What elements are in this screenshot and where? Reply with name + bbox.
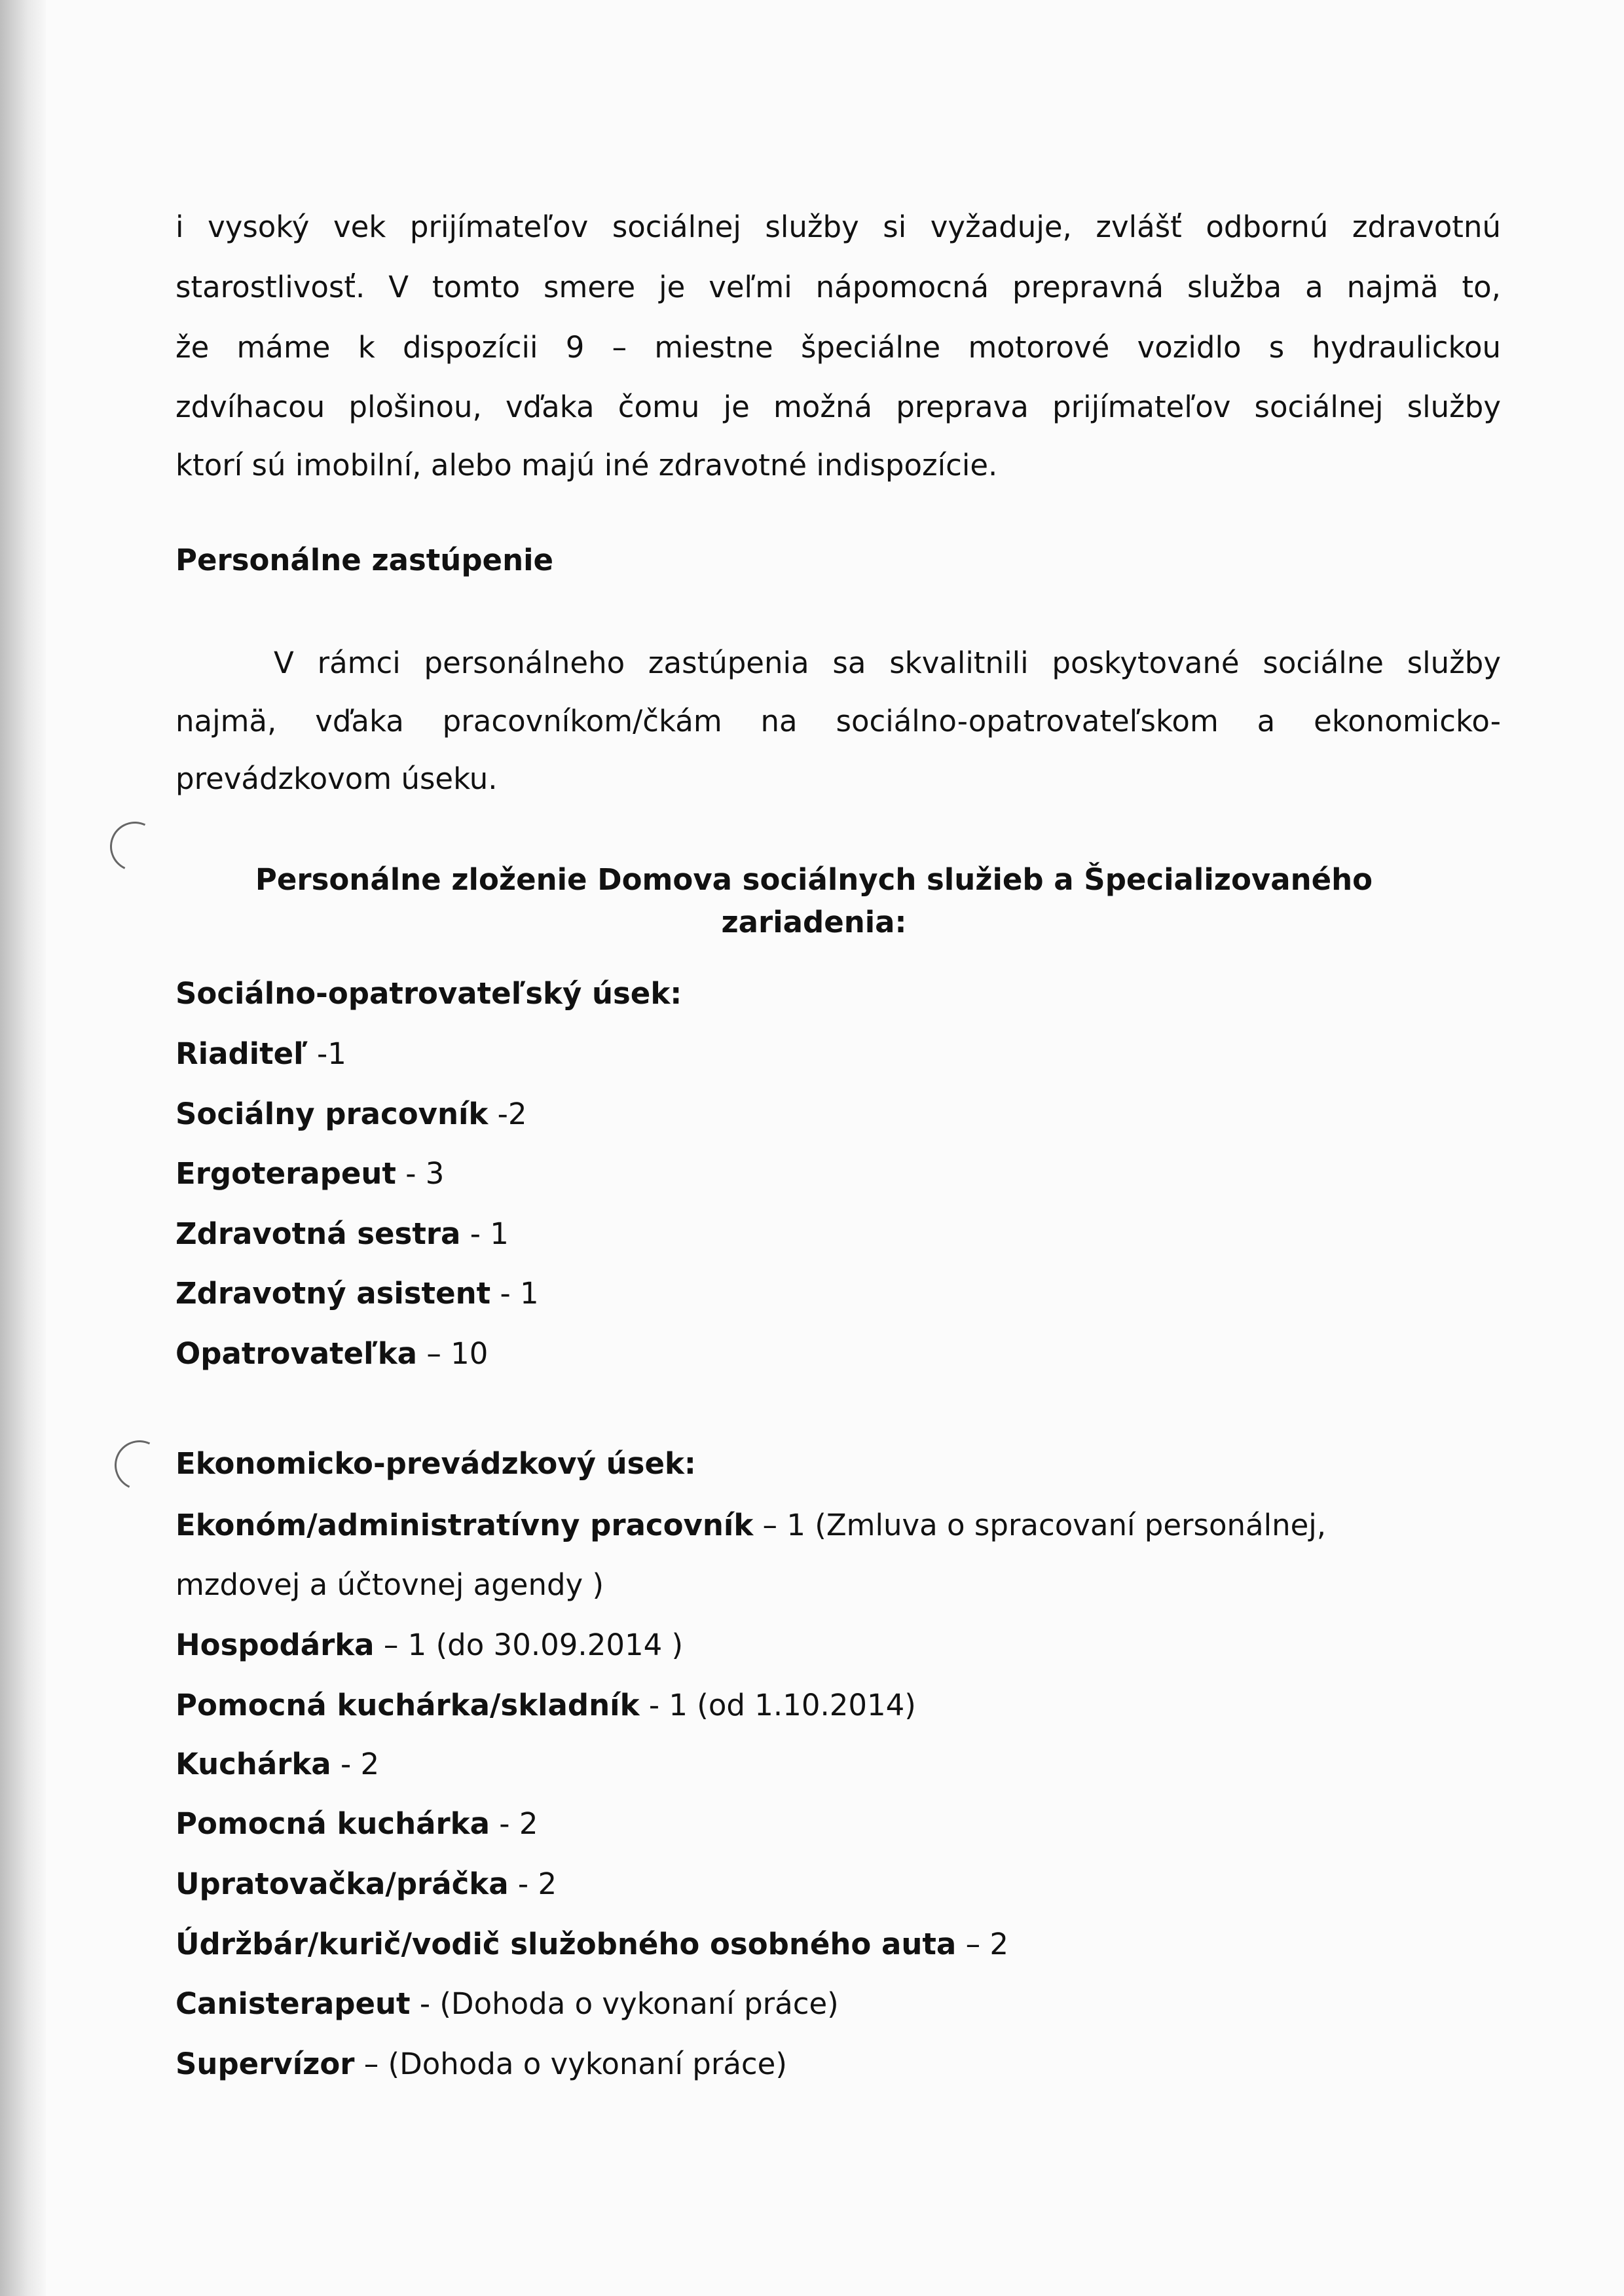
staff-item xyxy=(175,1626,683,1665)
staff-count: – 1 (do 30.09.2014 ) xyxy=(374,1628,684,1662)
punch-hole-mark xyxy=(103,814,166,878)
staff-item xyxy=(175,1214,509,1254)
staff-count: – 2 xyxy=(956,1927,1009,1961)
section-title: Sociálno-opatrovateľský úsek: xyxy=(175,976,682,1011)
staff-item xyxy=(175,1745,379,1784)
staff-role: Pomocná kuchárka xyxy=(175,1806,490,1841)
staff-item xyxy=(175,1804,538,1844)
staff-heading: zariadenia: xyxy=(721,905,907,939)
staff-item xyxy=(175,1925,1008,1964)
staff-item xyxy=(175,1984,839,2024)
staff-role: Ergoterapeut xyxy=(175,1156,396,1191)
staff-count: – 1 (Zmluva o spracovaní personálnej, xyxy=(753,1508,1327,1542)
paragraph-line: najmä, vďaka pracovníkom/čkám na sociálno-opatrovateľskom a ekonomicko- xyxy=(175,704,1501,738)
staff-item xyxy=(175,1095,527,1134)
staff-role: Kuchárka xyxy=(175,1747,331,1781)
staff-role: Supervízor xyxy=(175,2047,355,2081)
staff-count: -1 xyxy=(307,1036,346,1071)
staff-count: - 1 xyxy=(490,1276,539,1311)
staff-role: Ekonóm/administratívny pracovník xyxy=(175,1508,754,1542)
punch-hole-mark xyxy=(107,1433,171,1497)
staff-count: - 2 xyxy=(489,1806,538,1841)
staff-item xyxy=(175,1865,557,1904)
staff-count: - 2 xyxy=(331,1747,380,1781)
staff-role: Upratovačka/práčka xyxy=(175,1867,509,1901)
staff-role: Opatrovateľka xyxy=(175,1336,418,1371)
staff-item xyxy=(175,1274,539,1313)
paragraph-line: prevádzkovom úseku. xyxy=(175,761,498,796)
staff-item xyxy=(175,1034,346,1074)
staff-role: Hospodárka xyxy=(175,1628,375,1662)
staff-count: -2 xyxy=(488,1097,527,1131)
staff-count: - 3 xyxy=(396,1156,445,1191)
section-title: Ekonomicko-prevádzkový úsek: xyxy=(175,1446,696,1481)
staff-role: Zdravotná sestra xyxy=(175,1216,461,1251)
staff-item xyxy=(175,1506,1326,1545)
staff-count: – (Dohoda o vykonaní práce) xyxy=(354,2047,787,2081)
staff-item xyxy=(175,1154,444,1194)
paragraph-line: že máme k dispozícii 9 – miestne špeciálne motorové vozidlo s hydraulickou xyxy=(175,330,1501,365)
staff-count: - 1 (od 1.10.2014) xyxy=(639,1688,916,1722)
staff-count: - (Dohoda o vykonaní práce) xyxy=(410,1986,839,2021)
staff-role: Pomocná kuchárka/skladník xyxy=(175,1688,640,1722)
staff-item xyxy=(175,2045,787,2084)
paragraph-line: zdvíhacou plošinou, vďaka čomu je možná preprava prijímateľov sociálnej služby xyxy=(175,390,1501,424)
staff-count: - 1 xyxy=(460,1216,509,1251)
staff-item xyxy=(175,1686,916,1725)
staff-role: Sociálny pracovník xyxy=(175,1097,489,1131)
section-heading: Personálne zastúpenie xyxy=(175,543,554,577)
paragraph-line: V rámci personálneho zastúpenia sa skvalitnili poskytované sociálne služby xyxy=(274,646,1501,680)
staff-role: Zdravotný asistent xyxy=(175,1276,491,1311)
staff-item xyxy=(175,1334,488,1374)
staff-role: Údržbár/kurič/vodič služobného osobného auta xyxy=(175,1927,957,1961)
scan-edge xyxy=(0,0,46,2296)
staff-count: mzdovej a účtovnej agendy ) xyxy=(175,1567,604,1602)
staff-role: Canisterapeut xyxy=(175,1986,411,2021)
paragraph-line: starostlivosť. V tomto smere je veľmi nápomocná prepravná služba a najmä to, xyxy=(175,270,1501,304)
staff-count: – 10 xyxy=(417,1336,489,1371)
staff-role: Riaditeľ xyxy=(175,1036,308,1071)
paragraph-line: ktorí sú imobilní, alebo majú iné zdravotné indispozície. xyxy=(175,448,998,483)
staff-count: - 2 xyxy=(508,1867,557,1901)
staff-item xyxy=(175,1565,604,1605)
paragraph-line: i vysoký vek prijímateľov sociálnej služby si vyžaduje, zvlášť odbornú zdravotnú xyxy=(175,210,1501,244)
staff-heading: Personálne zloženie Domova sociálnych služieb a Špecializovaného xyxy=(255,862,1373,897)
